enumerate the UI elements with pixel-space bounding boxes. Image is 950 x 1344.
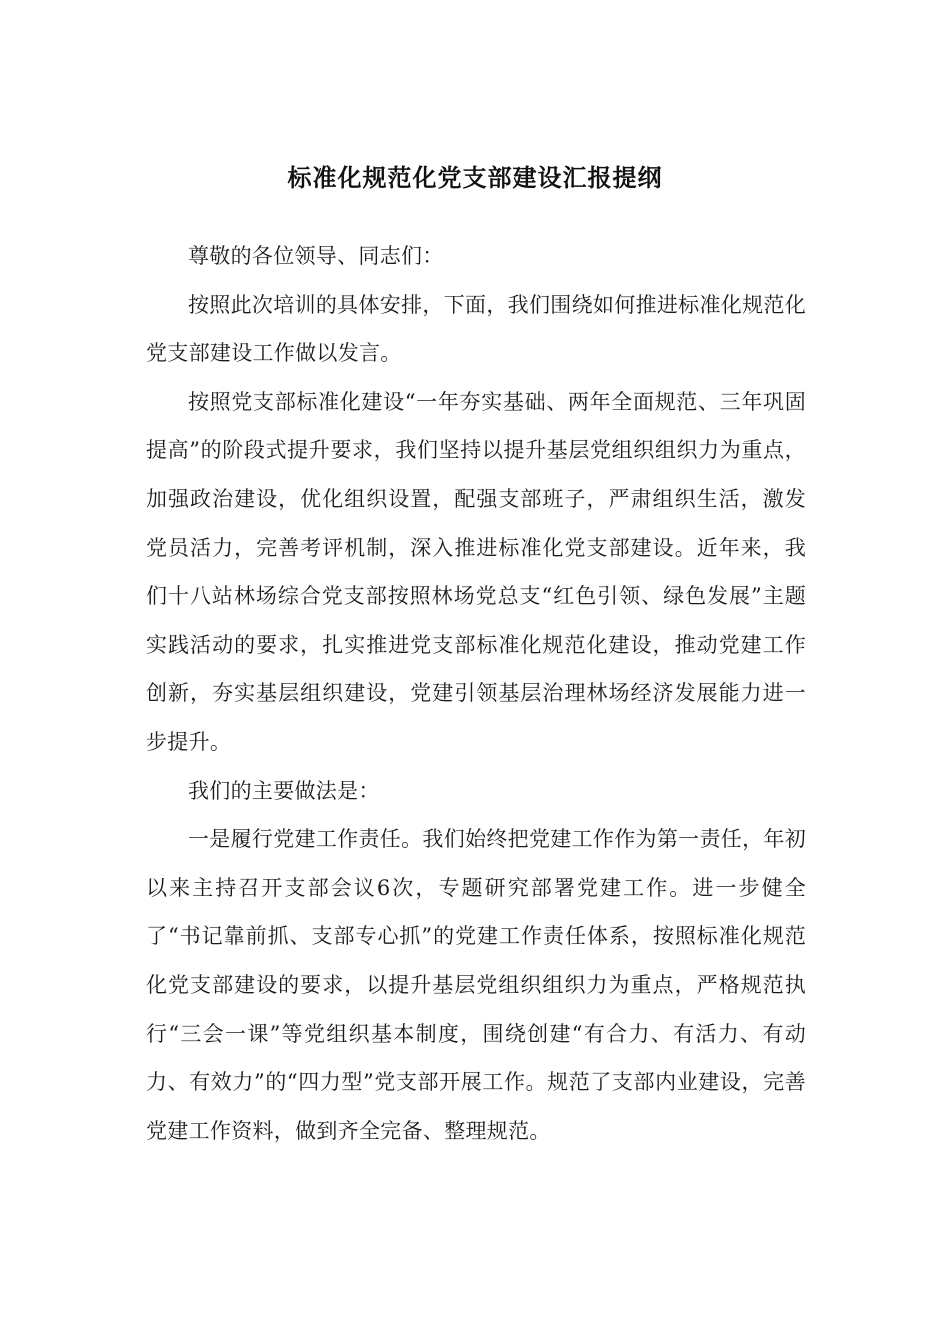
paragraph-responsibility: 一是履行党建工作责任。我们始终把党建工作作为第一责任，年初以来主持召开支部会议6次，专题研究部署党建工作。进一步健全了“书记靠前抓、支部专心抓”的党建工作责任体系，按照标准化规范化党支部建设的要求，以提升基层党组织组织力为重点，严格规范执行“三会一课”等党组织基本制度，围绕创建“有合力、有活力、有动力、有效力”的“四力型”党支部开展工作。规范了支部内业建设，完善党建工作资料，做到齐全完备、整理规范。 xyxy=(146,827,806,1143)
paragraph-overview: 按照党支部标准化建设“一年夯实基础、两年全面规范、三年巩固提高”的阶段式提升要求，我们坚持以提升基层党组织组织力为重点，加强政治建设，优化组织设置，配强支部班子，严肃组织生活，激发党员活力，完善考评机制，深入推进标准化党支部建设。近年来，我们十八站林场综合党支部按照林场党总支“红色引领、绿色发展”主题实践活动的要求，扎实推进党支部标准化规范化建设，推动党建工作创新，夯实基层组织建设，党建引领基层治理林场经济发展能力进一步提升。 xyxy=(146,389,806,754)
document-title: 标准化规范化党支部建设汇报提纲 xyxy=(287,164,663,192)
paragraph-intro: 按照此次培训的具体安排，下面，我们围绕如何推进标准化规范化党支部建设工作做以发言。 xyxy=(146,292,806,366)
document-body xyxy=(146,232,806,1155)
paragraph-salutation: 尊敬的各位领导、同志们： xyxy=(188,244,444,268)
paragraph-main-practices: 我们的主要做法是： xyxy=(188,778,380,803)
